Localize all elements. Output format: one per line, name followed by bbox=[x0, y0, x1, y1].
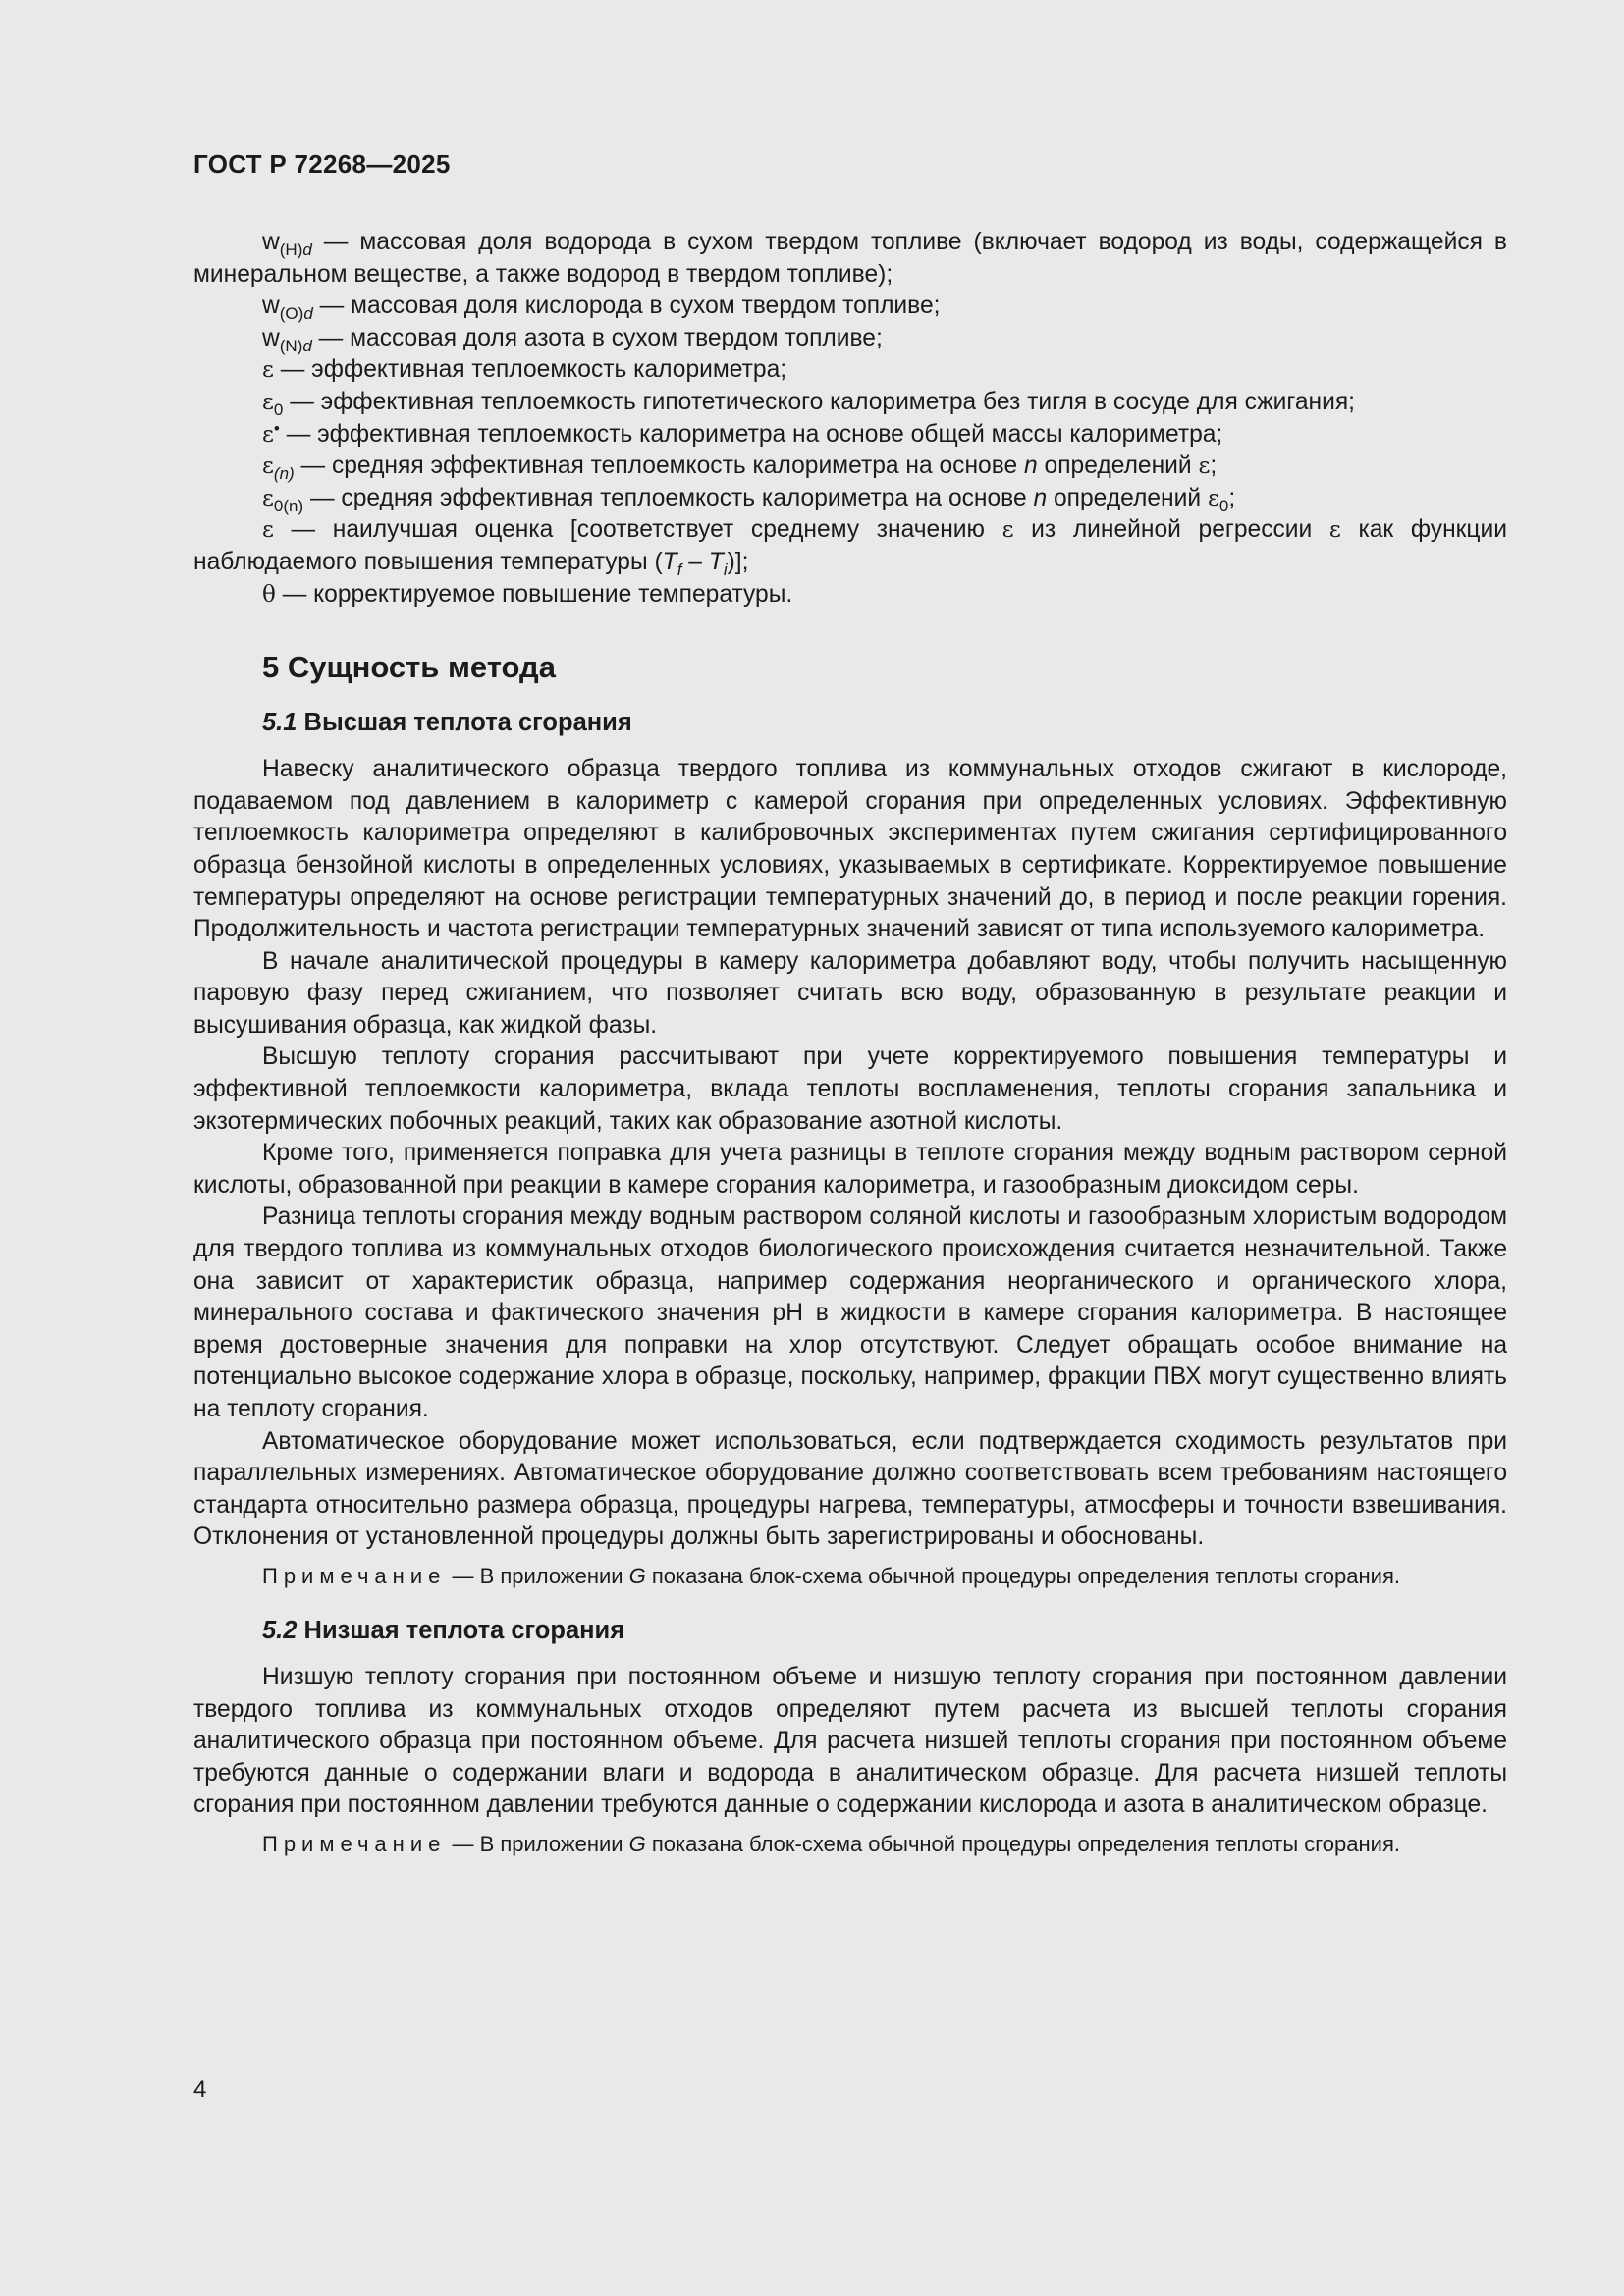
symbol-epsilon: ε bbox=[1001, 517, 1014, 544]
symbol-epsilon: ε bbox=[262, 517, 274, 544]
superscript: • bbox=[273, 418, 280, 438]
definition-text: ; bbox=[1228, 484, 1236, 511]
definition-epsilon-0 bbox=[193, 387, 1507, 419]
definition-text: — массовая доля азота в сухом твердом топливе; bbox=[311, 324, 883, 351]
subscript-dry: d bbox=[302, 240, 312, 259]
variable-n: n bbox=[1024, 453, 1038, 480]
symbol-epsilon: ε bbox=[1198, 454, 1211, 480]
note-text: показана блок-схема обычной процедуры определения теплоты сгорания. bbox=[645, 1831, 1400, 1856]
symbol-epsilon: ε bbox=[1328, 517, 1341, 544]
document-page bbox=[193, 0, 1507, 2296]
subsection-5-2-title bbox=[262, 1615, 1507, 1646]
paragraph: Низшую теплоту сгорания при постоянном объеме и низшую теплоту сгорания при постоянном давлении твердого топлива из коммунальных отходов определяют путем расчета из высшей теплоты сгорания аналитического образца при постоянном объеме. Для расчета низшей теплоты сгорания при постоянном объеме требуются данные о содержании влаги и водорода в аналитическом образце. Для расчета низшей теплоты сгорания при постоянном давлении требуются данные о содержании кислорода и азота в аналитическом образце. bbox=[193, 1663, 1507, 1819]
definition-text: — корректируемое повышение температуры. bbox=[275, 580, 793, 608]
minus-sign: – bbox=[681, 548, 709, 575]
variable-n: n bbox=[1033, 484, 1048, 511]
symbol-w: w bbox=[262, 293, 280, 320]
definition-text: — эффективная теплоемкость калориметра; bbox=[273, 356, 787, 384]
subsection-heading: Низшая теплота сгорания bbox=[297, 1616, 625, 1644]
symbol-epsilon: ε bbox=[262, 389, 274, 415]
definition-text: — эффективная теплоемкость калориметра на основе общей массы калориметра; bbox=[279, 420, 1223, 448]
note-text: показана блок-схема обычной процедуры определения теплоты сгорания. bbox=[645, 1563, 1400, 1588]
note-label: Примечание bbox=[262, 1831, 447, 1856]
symbol-t-initial: T bbox=[708, 548, 724, 575]
subscript: 0 bbox=[273, 400, 284, 419]
appendix-ref: G bbox=[628, 1831, 646, 1856]
definition-text: — эффективная теплоемкость гипотетического калориметра без тигля в сосуде для сжигания; bbox=[283, 388, 1356, 415]
symbol-t-final: T bbox=[662, 548, 677, 575]
subscript-dry: d bbox=[303, 304, 313, 324]
subscript-element: (O) bbox=[279, 304, 304, 324]
subscript bbox=[280, 304, 313, 323]
subsection-number: 5.2 bbox=[262, 1616, 298, 1644]
symbol-epsilon: ε bbox=[262, 357, 274, 384]
subscript-element: (H) bbox=[279, 240, 303, 259]
subscript-element: (N) bbox=[279, 336, 303, 355]
definition-text: ; bbox=[1210, 453, 1218, 480]
definition-epsilon bbox=[193, 354, 1507, 387]
paragraph: Кроме того, применяется поправка для учета разницы в теплоте сгорания между водным раствором серной кислоты, образованной при реакции в камере сгорания калориметра, и газообразным диоксидом серы. bbox=[193, 1140, 1507, 1199]
subscript: 0 bbox=[1218, 496, 1229, 515]
definition-text: — средняя эффективная теплоемкость калориметра на основе bbox=[303, 484, 1034, 511]
subscript: 0(n) bbox=[273, 496, 304, 515]
definition-text: — наилучшая оценка [соответствует среднему значению bbox=[273, 516, 1002, 544]
paragraph: Навеску аналитического образца твердого топлива из коммунальных отходов сжигают в кислороде, подаваемом под давлением в калориметр с камерой сгорания при определенных условиях. Эффективную теплоемкость калориметра определяют в калибровочных экспериментах путем сжигания сертифицированного образца бензойной кислоты в определенных условиях, указываемых в сертификате. Корректируемое повышение температуры определяют на основе регистрации температурных значений до, в период и после реакции горения. Продолжительность и частота регистрации температурных значений зависят от типа используемого калориметра. bbox=[193, 756, 1507, 943]
definition-epsilon-n bbox=[193, 451, 1507, 483]
definition-w-o bbox=[193, 291, 1507, 323]
subscript: f bbox=[677, 560, 682, 579]
standard-header: ГОСТ Р 72268—2025 bbox=[193, 149, 451, 179]
definition-epsilon-star bbox=[193, 419, 1507, 452]
appendix-ref: G bbox=[628, 1563, 646, 1588]
subscript bbox=[280, 240, 312, 259]
definition-text: определений bbox=[1037, 453, 1199, 480]
definition-w-n bbox=[193, 323, 1507, 355]
subsection-5-1-title bbox=[262, 707, 1507, 738]
note-label: Примечание bbox=[262, 1563, 447, 1588]
symbol-epsilon: ε bbox=[262, 421, 274, 448]
definition-text: )]; bbox=[727, 548, 749, 575]
definition-w-h bbox=[193, 227, 1507, 291]
subscript: (n) bbox=[273, 464, 295, 484]
subscript: i bbox=[723, 560, 728, 579]
symbol-w: w bbox=[262, 324, 280, 351]
definition-theta bbox=[193, 579, 1507, 612]
paragraph: В начале аналитической процедуры в камеру калориметра добавляют воду, чтобы получить насыщенную паровую фазу перед сжиганием, что позволяет считать всю воду, образованную в результате реакции и высушивания образца, как жидкой фазы. bbox=[193, 947, 1507, 1039]
paragraph: Автоматическое оборудование может использоваться, если подтверждается сходимость результатов при параллельных измерениях. Автоматическое оборудование должно соответствовать всем требованиям настоящего стандарта относительно размера образца, процедуры нагрева, температуры, атмосферы и точности взвешивания. Отклонения от установленной процедуры должны быть зарегистрированы и обоснованы. bbox=[193, 1427, 1507, 1551]
definition-epsilon-best bbox=[193, 514, 1507, 578]
note-text: — В приложении bbox=[446, 1831, 629, 1856]
definition-epsilon-0-n bbox=[193, 483, 1507, 515]
page-number: 4 bbox=[193, 2076, 207, 2103]
subsection-heading: Высшая теплота сгорания bbox=[297, 709, 632, 737]
paragraph: Высшую теплоту сгорания рассчитывают при учете корректируемого повышения температуры и эффективной теплоемкости калориметра, вклада теплоты воспламенения, теплоты сгорания запальника и экзотермических побочных реакций, таких как образование азотной кислоты. bbox=[193, 1043, 1507, 1135]
note-text: — В приложении bbox=[446, 1563, 629, 1588]
symbol-w: w bbox=[262, 229, 280, 255]
symbol-epsilon: ε bbox=[262, 485, 274, 511]
definition-text: из линейной регрессии bbox=[1013, 516, 1329, 544]
subscript bbox=[280, 337, 312, 355]
definition-text: как функции наблюдаемого повышения температуры ( bbox=[193, 516, 1507, 575]
symbol-epsilon: ε bbox=[262, 454, 274, 480]
symbol-definitions bbox=[193, 227, 1507, 611]
definition-text: — средняя эффективная теплоемкость калориметра на основе bbox=[294, 453, 1025, 480]
definition-text: — массовая доля водорода в сухом твердом топливе (включает водород из воды, содержащейся в минеральном веществе, а также водород в твердом топливе); bbox=[193, 229, 1507, 288]
definition-text: — массовая доля кислорода в сухом твердом топливе; bbox=[312, 293, 941, 320]
symbol-epsilon: ε bbox=[1207, 485, 1219, 511]
section-5-title: 5 Сущность метода bbox=[262, 650, 556, 685]
definition-text: определений bbox=[1047, 484, 1208, 511]
symbol-theta: θ bbox=[262, 581, 276, 608]
page-content bbox=[193, 227, 1507, 1883]
paragraph: Разница теплоты сгорания между водным раствором соляной кислоты и газообразным хлористым водородом для твердого топлива из коммунальных отходов биологического происхождения считается незначительной. Также она зависит от характеристик образца, например содержания неорганического и органического хлора, минерального состава и фактического значения pH в жидкости в камере сгорания калориметра. В настоящее время достоверные значения для поправки на хлор отсутствуют. Следует обращать особое внимание на потенциально высокое содержание хлора в образце, поскольку, например, фракции ПВХ могут существенно влиять на теплоту сгорания. bbox=[193, 1203, 1507, 1422]
subscript-dry: d bbox=[302, 336, 312, 355]
subsection-number: 5.1 bbox=[262, 709, 298, 737]
note-5-1 bbox=[193, 1562, 1507, 1591]
note-5-2 bbox=[193, 1830, 1507, 1859]
